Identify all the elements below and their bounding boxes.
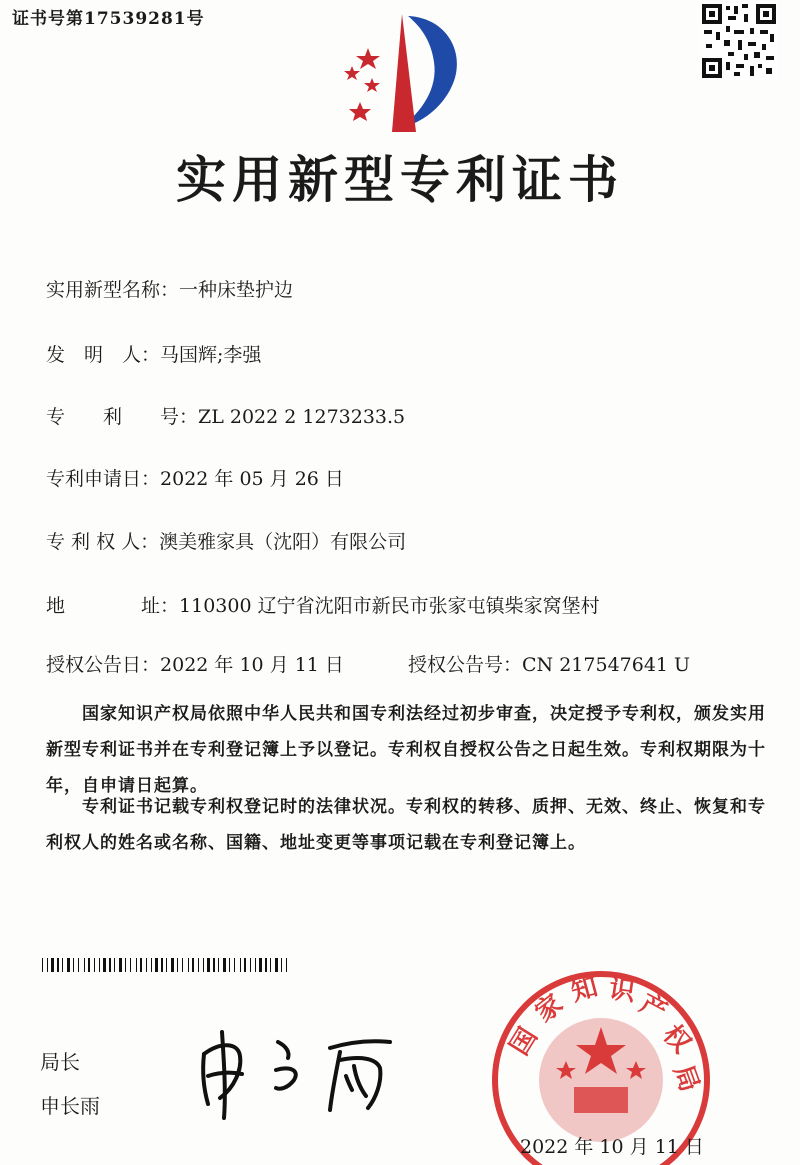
svg-text:家: 家 <box>529 988 569 1029</box>
patent-number-label: 专 利 号： <box>46 406 199 428</box>
utility-model-name-label: 实用新型名称： <box>46 279 180 301</box>
legal-status-paragraph: 专利证书记载专利权登记时的法律状况。专利权的转移、质押、无效、终止、恢复和专利权人的姓名或名称、国籍、地址变更等事项记载在专利登记簿上。 <box>46 797 766 853</box>
patent-number-row <box>46 402 405 429</box>
certificate-title: 实用新型专利证书 <box>176 150 624 209</box>
qr-code-icon <box>700 2 778 80</box>
inventor-label: 发 明 人： <box>46 344 161 366</box>
grant-number-label: 授权公告号： <box>408 654 523 676</box>
director-title: 局长 <box>40 1050 80 1074</box>
address-label: 地 址： <box>46 595 180 617</box>
patentee-value: 澳美雅家具（沈阳）有限公司 <box>159 531 407 553</box>
svg-text:国: 国 <box>504 1022 544 1061</box>
grant-number-value: CN 217547641 U <box>522 654 691 676</box>
filing-date-label: 专利申请日： <box>46 468 161 490</box>
patentee-row <box>46 527 406 554</box>
filing-date-value: 2022 年 05 月 26 日 <box>160 468 344 490</box>
grant-number-row <box>408 650 690 677</box>
svg-text:局: 局 <box>667 1061 705 1096</box>
patent-number-value: ZL 2022 2 1273233.5 <box>198 406 406 428</box>
svg-text:产: 产 <box>634 988 672 1028</box>
grant-date-label: 授权公告日： <box>46 654 161 676</box>
inventor-row <box>46 340 261 367</box>
grant-date-value: 2022 年 10 月 11 日 <box>160 654 344 676</box>
seal-date: 2022 年 10 月 11 日 <box>520 1136 704 1158</box>
director-signature-icon <box>190 1012 400 1122</box>
inventor-value: 马国辉;李强 <box>160 344 262 366</box>
grant-date-row <box>46 650 344 677</box>
certificate-statement-paragraph: 国家知识产权局依照中华人民共和国专利法经过初步审查，决定授予专利权，颁发实用新型专利证书并在专利登记簿上予以登记。专利权自授权公告之日起生效。专利权期限为十年，自申请日起算。 <box>46 704 766 796</box>
cnipa-emblem-icon <box>330 8 470 138</box>
director-name: 申长雨 <box>40 1094 100 1118</box>
patentee-label: 专 利 权 人： <box>46 531 160 553</box>
utility-model-name-row <box>46 275 293 302</box>
barcode-icon <box>42 958 292 972</box>
filing-date-row <box>46 464 344 491</box>
address-row <box>46 591 600 618</box>
svg-text:知: 知 <box>568 972 601 1008</box>
utility-model-name-value: 一种床垫护边 <box>179 279 294 301</box>
svg-text:识: 识 <box>607 974 637 1008</box>
certificate-number: 证书号第17539281号 <box>12 9 205 29</box>
svg-text:权: 权 <box>656 1019 697 1060</box>
address-value: 110300 辽宁省沈阳市新民市张家屯镇柴家窝堡村 <box>179 595 600 617</box>
